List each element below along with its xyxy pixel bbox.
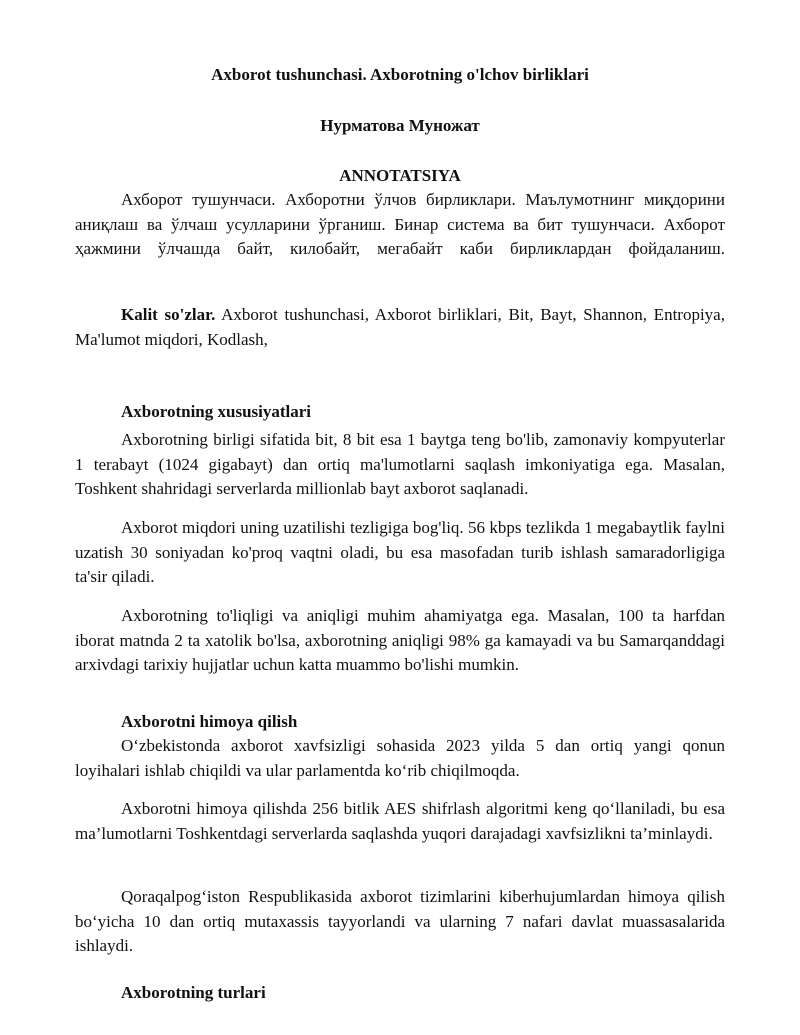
- section-paragraph: Qoraqalpog‘iston Respublikasida axborot tizimlarini kiberhujumlardan himoya qilish bo‘yicha 10 dan ortiq mutaxassis tayyorlandi va ularning 7 nafari davlat muassasalarida ishlaydi.: [75, 887, 725, 955]
- keywords-text: Axborot tushunchasi, Axborot birliklari, Bit, Bayt, Shannon, Entropiya, Ma'lumot miqdori, Kodlash,: [75, 305, 725, 349]
- keywords-paragraph: [75, 303, 725, 352]
- section-paragraph: O‘zbekistonda axborot xavfsizligi sohasida 2023 yilda 5 dan ortiq yangi qonun loyihalari ishlab chiqildi va ular parlamentda ko‘rib chiqilmoqda.: [75, 736, 725, 780]
- section-paragraph: Axborotni himoya qilishda 256 bitlik AES shifrlash algoritmi keng qo‘llaniladi, bu esa ma’lumotlarni Toshkentdagi serverlarda saqlashda yuqori darajadagi xavfsizlikni ta’minlaydi.: [75, 799, 725, 843]
- document-author: Нурматова Муножат: [320, 116, 480, 135]
- section-paragraph: Axborot miqdori uning uzatilishi tezligiga bog'liq. 56 kbps tezlikda 1 megabaytlik faylni uzatish 30 soniyadan ko'proq vaqtni oladi, bu esa masofadan turib ishlash samaradorligiga ta'sir qiladi.: [75, 518, 725, 586]
- annotation-text: Ахборот тушунчаси. Ахборотни ўлчов бирликлари. Маълумотнинг миқдорини аниқлаш ва ўлчаш усулларини ўрганиш. Бинар система ва бит тушунчаси. Ахборот ҳажмини ўлчашда байт, килобайт, мегабайт каби бирликлардан фойдаланиш.: [75, 190, 725, 258]
- section-heading: Axborotning xususiyatlari: [121, 402, 312, 421]
- annotation-heading: ANNOTATSIYA: [339, 166, 461, 185]
- section-paragraph: Axborotning birligi sifatida bit, 8 bit esa 1 baytga teng bo'lib, zamonaviy kompyuterlar 1 terabayt (1024 gigabayt) dan ortiq ma'lumotlarni saqlash imkoniyatiga ega. Masalan, Toshkent shahridagi serverlarda millionlab bayt axborot saqlanadi.: [75, 430, 725, 498]
- keywords-label: Kalit so'zlar.: [121, 305, 216, 324]
- section-paragraph: Axborotning to'liqligi va aniqligi muhim ahamiyatga ega. Masalan, 100 ta harfdan iborat matnda 2 ta xatolik bo'lsa, axborotning aniqligi 98% ga kamayadi va bu Samarqanddagi arxivdagi tarixiy hujjatlar uchun katta muammo bo'lishi mumkin.: [75, 606, 725, 674]
- document-title: Axborot tushunchasi. Axborotning o'lchov birliklari: [211, 65, 589, 84]
- section-heading: Axborotni himoya qilish: [121, 712, 298, 731]
- section-heading: Axborotning turlari: [121, 983, 266, 1002]
